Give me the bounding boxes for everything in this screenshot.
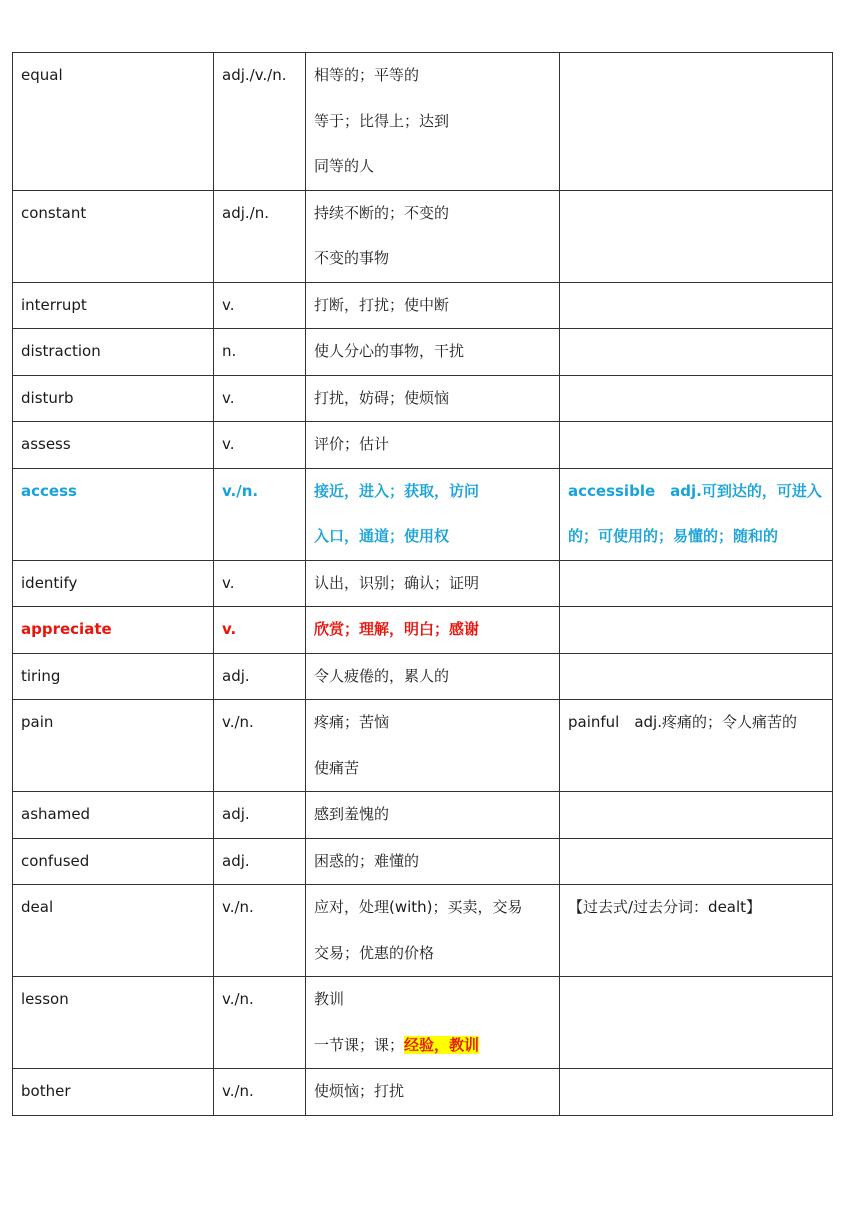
meaning-line: 使人分心的事物，干扰 xyxy=(314,342,465,360)
word-cell xyxy=(13,885,214,977)
meaning-cell xyxy=(306,375,560,422)
note-cell xyxy=(560,282,833,329)
note-cell xyxy=(560,977,833,1069)
pos-cell xyxy=(214,53,306,191)
word-cell xyxy=(13,282,214,329)
meaning-cell xyxy=(306,422,560,469)
word: distraction xyxy=(21,342,101,360)
meaning-text: 一节课；课； xyxy=(314,1035,405,1054)
table-row xyxy=(13,1069,833,1116)
word-cell xyxy=(13,468,214,560)
meaning-line: 使烦恼；打扰 xyxy=(314,1082,405,1100)
word: confused xyxy=(21,851,90,870)
note-cell xyxy=(560,607,833,654)
part-of-speech: v. xyxy=(222,295,235,314)
pos-cell xyxy=(214,468,306,560)
word-cell xyxy=(13,560,214,607)
word: interrupt xyxy=(21,295,87,314)
pos-cell xyxy=(214,282,306,329)
pos-cell xyxy=(214,838,306,885)
meaning-cell xyxy=(306,792,560,839)
meaning-cell xyxy=(306,1069,560,1116)
part-of-speech: v./n. xyxy=(222,713,254,731)
part-of-speech: adj. xyxy=(222,805,250,823)
meaning-line xyxy=(314,1023,551,1069)
note-cell xyxy=(560,190,833,282)
table-row xyxy=(13,977,833,1069)
word: constant xyxy=(21,203,87,222)
note-cell xyxy=(560,53,833,191)
word: deal xyxy=(21,898,54,916)
table-row xyxy=(13,375,833,422)
table-row xyxy=(13,838,833,885)
word: tiring xyxy=(21,666,61,685)
table-row xyxy=(13,190,833,282)
meaning-cell xyxy=(306,653,560,700)
meaning-cell xyxy=(306,468,560,560)
note-cell xyxy=(560,885,833,977)
word-cell xyxy=(13,375,214,422)
note-cell xyxy=(560,1069,833,1116)
part-of-speech: adj. xyxy=(222,666,250,685)
pos-cell xyxy=(214,375,306,422)
word-cell xyxy=(13,977,214,1069)
meaning-line: 持续不断的；不变的 xyxy=(314,203,450,222)
part-of-speech: v. xyxy=(222,388,235,407)
note-line: 【过去式/过去分词：dealt】 xyxy=(568,898,762,916)
meaning-cell xyxy=(306,282,560,329)
vocabulary-table xyxy=(12,52,833,1116)
part-of-speech: v./n. xyxy=(222,1082,254,1100)
meaning-line: 感到羞愧的 xyxy=(314,805,390,823)
meaning-cell xyxy=(306,977,560,1069)
part-of-speech: v. xyxy=(222,573,235,592)
part-of-speech: n. xyxy=(222,342,237,360)
note-cell xyxy=(560,700,833,792)
pos-cell xyxy=(214,792,306,839)
meaning-line: 相等的；平等的 xyxy=(314,66,420,84)
pos-cell xyxy=(214,1069,306,1116)
part-of-speech: v./n. xyxy=(222,481,259,500)
pos-cell xyxy=(214,422,306,469)
note-cell xyxy=(560,468,833,560)
word: equal xyxy=(21,66,63,84)
highlighted-meaning: 经验，教训 xyxy=(404,1035,480,1054)
meaning-line: 评价；估计 xyxy=(314,435,390,453)
word: bother xyxy=(21,1082,71,1100)
table-row xyxy=(13,329,833,376)
note-cell xyxy=(560,422,833,469)
meaning-line: 困惑的；难懂的 xyxy=(314,851,420,870)
word-cell xyxy=(13,653,214,700)
table-row xyxy=(13,700,833,792)
meaning-line: 应对，处理(with)；买卖，交易 xyxy=(314,898,523,916)
part-of-speech: adj. xyxy=(222,851,250,870)
meaning-line: 令人疲倦的，累人的 xyxy=(314,666,450,685)
pos-cell xyxy=(214,607,306,654)
meaning-cell xyxy=(306,190,560,282)
note-cell xyxy=(560,329,833,376)
meaning-line: 疼痛；苦恼 xyxy=(314,713,390,731)
word: access xyxy=(21,481,77,500)
table-row xyxy=(13,560,833,607)
meaning-cell xyxy=(306,700,560,792)
meaning-cell xyxy=(306,885,560,977)
note-cell xyxy=(560,653,833,700)
word: identify xyxy=(21,573,78,592)
table-row xyxy=(13,653,833,700)
meaning-line: 教训 xyxy=(314,990,345,1008)
word: lesson xyxy=(21,990,69,1008)
word: ashamed xyxy=(21,805,91,823)
pos-cell xyxy=(214,977,306,1069)
part-of-speech: adj./v./n. xyxy=(222,66,287,84)
note-cell xyxy=(560,792,833,839)
word-cell xyxy=(13,607,214,654)
meaning-line: 使痛苦 xyxy=(314,758,360,777)
meaning-line: 交易；优惠的价格 xyxy=(314,943,435,962)
part-of-speech: v./n. xyxy=(222,898,254,916)
part-of-speech: adj./n. xyxy=(222,203,269,222)
note-line: painful adj.疼痛的；令人痛苦的 xyxy=(568,713,797,731)
meaning-line: 接近，进入；获取，访问 xyxy=(314,481,480,500)
part-of-speech: v./n. xyxy=(222,990,254,1008)
table-row xyxy=(13,468,833,560)
note-cell xyxy=(560,838,833,885)
pos-cell xyxy=(214,885,306,977)
meaning-cell xyxy=(306,607,560,654)
meaning-line: 不变的事物 xyxy=(314,249,390,267)
word-cell xyxy=(13,53,214,191)
table-row xyxy=(13,792,833,839)
word-cell xyxy=(13,792,214,839)
table-row xyxy=(13,53,833,191)
word-cell xyxy=(13,838,214,885)
word: appreciate xyxy=(21,620,112,638)
meaning-cell xyxy=(306,329,560,376)
word-cell xyxy=(13,329,214,376)
table-row xyxy=(13,885,833,977)
part-of-speech: v. xyxy=(222,435,235,453)
meaning-cell xyxy=(306,53,560,191)
pos-cell xyxy=(214,329,306,376)
pos-cell xyxy=(214,700,306,792)
word: assess xyxy=(21,435,71,453)
table-row xyxy=(13,422,833,469)
word-cell xyxy=(13,700,214,792)
meaning-cell xyxy=(306,838,560,885)
meaning-line: 认出，识别；确认；证明 xyxy=(314,573,480,592)
note-cell xyxy=(560,560,833,607)
meaning-line: 打断，打扰；使中断 xyxy=(314,295,450,314)
table-row xyxy=(13,607,833,654)
part-of-speech: v. xyxy=(222,620,237,638)
pos-cell xyxy=(214,653,306,700)
word: pain xyxy=(21,713,54,731)
note-line: accessible adj.可到达的，可进入 xyxy=(568,481,822,500)
meaning-line: 入口，通道；使用权 xyxy=(314,527,450,545)
word-cell xyxy=(13,1069,214,1116)
meaning-line: 打扰，妨碍；使烦恼 xyxy=(314,388,450,407)
meaning-line: 欣赏；理解，明白；感谢 xyxy=(314,620,480,638)
meaning-cell xyxy=(306,560,560,607)
pos-cell xyxy=(214,560,306,607)
note-line: 的；可使用的；易懂的；随和的 xyxy=(568,527,779,545)
meaning-line: 同等的人 xyxy=(314,157,375,175)
word-cell xyxy=(13,422,214,469)
word: disturb xyxy=(21,388,74,407)
word-cell xyxy=(13,190,214,282)
meaning-line: 等于；比得上；达到 xyxy=(314,111,450,130)
pos-cell xyxy=(214,190,306,282)
note-cell xyxy=(560,375,833,422)
table-row xyxy=(13,282,833,329)
